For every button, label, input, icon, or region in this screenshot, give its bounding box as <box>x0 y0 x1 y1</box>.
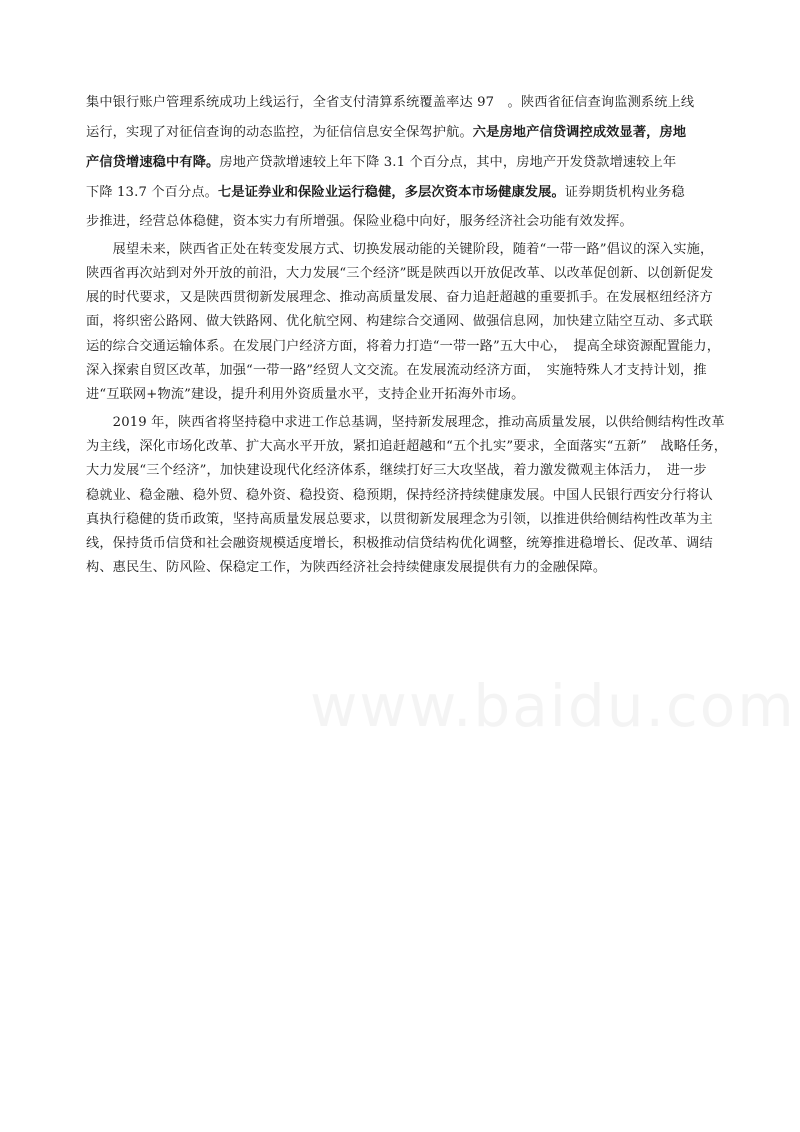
text-run: 线，保持货币信贷和社会融资规模适度增长，积极推动信贷结构优化调整，统筹推进稳增长、促改革、调结 <box>86 536 713 551</box>
text-line <box>86 414 756 432</box>
text-run: 展的时代要求，又是陕西贯彻新发展理念、推动高质量发展、奋力追赶超越的重要抓手。在发展枢纽经济方 <box>86 290 713 305</box>
text-line <box>86 213 756 231</box>
text-line <box>86 559 756 577</box>
text-line <box>86 184 756 202</box>
text-run: 稳就业、稳金融、稳外贸、稳外资、稳投资、稳预期，保持经济持续健康发展。中国人民银行西安分行将认 <box>86 488 713 503</box>
text-line <box>86 94 756 112</box>
text-run: 展望未来，陕西省正处在转变发展方式、切换发展动能的关键阶段，随着“一带一路”倡议的深入实施， <box>86 242 714 257</box>
text-line <box>86 338 756 356</box>
bold-heading-run: 产信贷增速稳中有降。 <box>86 155 220 170</box>
text-line <box>86 386 756 404</box>
text-run: 运的综合交通运输体系。在发展门户经济方面，将着力打造“一带一路”五大中心， 提高全球资源配置能力， <box>86 339 721 354</box>
text-line <box>86 462 756 480</box>
text-line <box>86 511 756 529</box>
text-run: 集中银行账户管理系统成功上线运行，全省支付清算系统覆盖率达 97 。陕西省征信查询监测系统上线 <box>86 95 695 110</box>
bold-heading-run: 六是房地产信贷调控成效显著，房地 <box>472 125 687 140</box>
text-run: 下降 13.7 个百分点。 <box>86 185 219 200</box>
text-line <box>86 362 756 380</box>
text-line <box>86 154 756 172</box>
text-line <box>86 535 756 553</box>
text-run: 为主线，深化市场化改革、扩大高水平开放，紧扣追赶超越和“五个扎实”要求，全面落实“五新” 战略任务， <box>86 439 728 454</box>
text-run: 步推进，经营总体稳健，资本实力有所增强。保险业稳中向好，服务经济社会功能有效发挥。 <box>86 214 633 229</box>
text-run: 深入探索自贸区改革，加强“一带一路”经贸人文交流。在发展流动经济方面， 实施特殊人才支持计划，推 <box>86 363 707 378</box>
bold-heading-run: 七是证券业和保险业运行稳健，多层次资本市场健康发展。 <box>218 185 565 200</box>
text-line <box>86 124 756 142</box>
text-line <box>86 487 756 505</box>
text-run: 面，将织密公路网、做大铁路网、优化航空网、构建综合交通网、做强信息网，加快建立陆空互动、多式联 <box>86 314 713 329</box>
text-line <box>86 241 756 259</box>
text-run: 房地产贷款增速较上年下降 3.1 个百分点，其中，房地产开发贷款增速较上年 <box>219 155 677 170</box>
watermark: www.baidu.com <box>310 672 796 740</box>
text-run: 2019 年，陕西省将坚持稳中求进工作总基调，坚持新发展理念，推动高质量发展，以供给侧结构性改革 <box>86 415 725 430</box>
text-line <box>86 289 756 307</box>
text-run: 真执行稳健的货币政策，坚持高质量发展总要求，以贯彻新发展理念为引领，以推进供给侧结构性改革为主 <box>86 512 713 527</box>
text-line <box>86 438 756 456</box>
text-line <box>86 265 756 283</box>
text-run: 运行，实现了对征信查询的动态监控，为征信信息安全保驾护航。 <box>86 125 473 140</box>
text-run: 证券期货机构业务稳 <box>564 185 685 200</box>
text-run: 陕西省再次站到对外开放的前沿，大力发展“三个经济”既是陕西以开放促改革、以改革促创新、以创新促发 <box>86 266 714 281</box>
text-run: 构、惠民生、防风险、保稳定工作，为陕西经济社会持续健康发展提供有力的金融保障。 <box>86 560 607 575</box>
text-line <box>86 313 756 331</box>
text-run: 大力发展“三个经济”，加快建设现代化经济体系，继续打好三大攻坚战，着力激发微观主体活力， 进一步 <box>86 463 707 478</box>
text-run: 进“互联网+物流”建设，提升利用外资质量水平，支持企业开拓海外市场。 <box>86 387 525 402</box>
